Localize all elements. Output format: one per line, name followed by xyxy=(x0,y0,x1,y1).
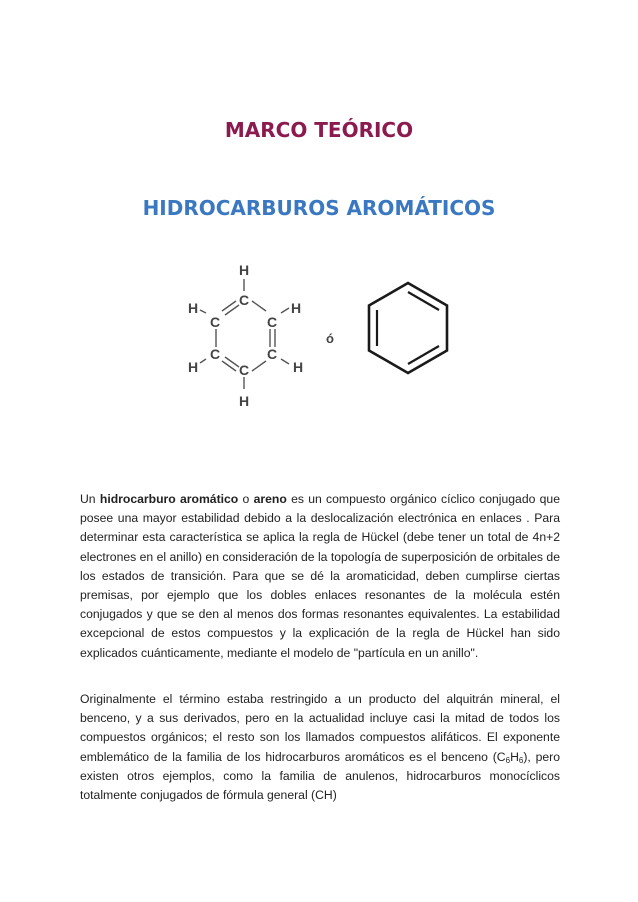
atom-c-top: C xyxy=(238,292,250,308)
atom-c-upper-left: C xyxy=(209,314,221,330)
atom-c-lower-right: C xyxy=(266,346,278,362)
benzene-ring-icon xyxy=(369,283,447,373)
atom-h-lower-left: H xyxy=(187,359,199,375)
connector-text: ó xyxy=(326,331,334,346)
term-hidrocarburo-aromatico: hidrocarburo aromático xyxy=(99,492,239,506)
paragraph-definition: Un hidrocarburo aromático o areno es un compuesto orgánico cíclico conjugado que posee una mayor estabilidad debido a la deslocalización electrónica en enlaces . Para determinar esta característica se aplica la regla de Hückel (debe tener un total de 4n+2 electrones en el anillo) en consideración de la topología de superposición de orbitales de los estados de transición. Para que se dé la aromaticidad, deben cumplirse ciertas premisas, por ejemplo que los dobles enlaces resonantes de la molécula estén conjugados y que se den al menos dos formas resonantes equivalentes. La estabilidad excepcional de estos compuestos y la explicación de la regla de Hückel han sido explicados cuánticamente, mediante el modelo de "partícula en un anillo". xyxy=(80,492,560,660)
atom-c-lower-left: C xyxy=(209,346,221,362)
term-areno: areno xyxy=(253,492,287,506)
atom-h-upper-left: H xyxy=(187,300,199,316)
atom-h-lower-right: H xyxy=(292,359,304,375)
atom-c-bottom: C xyxy=(238,362,250,378)
atom-h-bottom: H xyxy=(238,393,250,409)
paragraph-origin: Originalmente el término estaba restringido a un producto del alquitrán mineral, el benceno, y a sus derivados, pero en la actualidad incluye casi la mitad de todos los compuestos orgánicos; el resto son los llamados compuestos alifáticos. El exponente emblemático de la familia de los hidrocarburos aromáticos es el benceno $(C_6H_6)$, pero existen otros ejemplos, como la familia de anulenos, hidrocarburos monocíclicos totalmente conjugados de fórmula general (CH) xyxy=(80,692,560,803)
atom-h-upper-right: H xyxy=(290,300,302,316)
benzene-structure-figure xyxy=(0,255,638,415)
page-title: MARCO TEÓRICO xyxy=(224,118,414,142)
atom-c-upper-right: C xyxy=(266,314,278,330)
atom-h-top: H xyxy=(238,262,250,278)
section-title: HIDROCARBUROS AROMÁTICOS xyxy=(142,196,496,220)
